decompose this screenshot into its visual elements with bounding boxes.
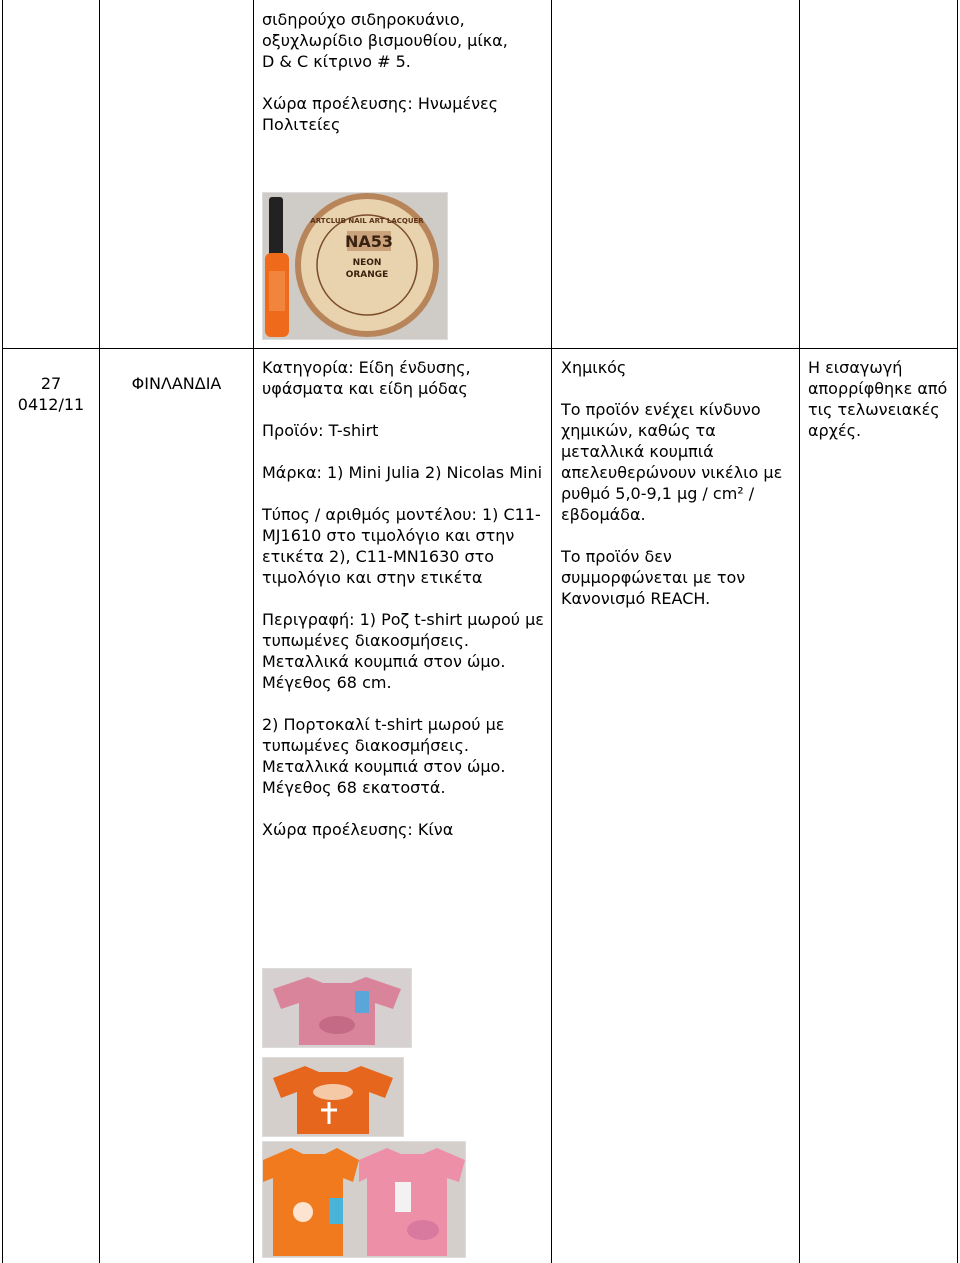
tshirt-pair-illustration <box>263 1142 465 1257</box>
product-category: Κατηγορία: Είδη ένδυσης, υφάσματα και είδη μόδας <box>262 358 471 398</box>
lid-label-neon: NEON <box>352 258 382 268</box>
record-number-cell <box>3 373 99 415</box>
row1-line-3: D & C κίτρινο # 5. <box>262 52 411 71</box>
product-description-2: 2) Πορτοκαλί t-shirt μωρού με τυπωμένες διακοσμήσεις. Μεταλλικά κουμπιά στον ώμο. Μέγεθος 68 εκατοστά. <box>262 715 506 797</box>
compliance-text: Το προϊόν δεν συμμορφώνεται με τον Κανονισμό REACH. <box>561 547 746 608</box>
lid-ring-text: ARTCLUB NAIL ART LACQUER <box>310 217 424 225</box>
country-name: ΦΙΝΛΑΝΔΙΑ <box>131 374 222 393</box>
product-model: Τύπος / αριθμός μοντέλου: 1) C11-MJ1610 στο τιμολόγιο και στην ετικέτα 2), C11-MN1630 στο τιμολόγιο και στην ετικέτα <box>262 505 541 587</box>
row1-origin: Χώρα προέλευσης: Ηνωμένες Πολιτείες <box>262 94 499 134</box>
lid-label-orange: ORANGE <box>345 270 389 280</box>
risk-type: Χημικός <box>561 358 627 377</box>
record-number: 27 <box>40 374 62 393</box>
column-divider-3 <box>551 0 552 1263</box>
table-border-left <box>2 0 3 1263</box>
product-name: Προϊόν: T-shirt <box>262 421 379 440</box>
orange-tshirt-illustration <box>263 1058 403 1136</box>
column-divider-4 <box>799 0 800 1263</box>
product-origin: Χώρα προέλευσης: Κίνα <box>262 820 454 839</box>
column-divider-2 <box>253 0 254 1263</box>
risk-text: Το προϊόν ενέχει κίνδυνο χημικών, καθώς τα μεταλλικά κουμπιά απελευθερώνουν νικέλιο με ρυθμό 5,0-9,1 μg / cm² / εβδομάδα. <box>561 400 783 524</box>
product-description-cell <box>262 357 547 840</box>
table-border-right <box>957 0 958 1263</box>
row1-line-1: σιδηρούχο σιδηροκυάνιο, <box>262 10 465 29</box>
row-divider <box>2 348 958 349</box>
pink-tshirt-photo <box>262 968 412 1048</box>
orange-tshirt-photo <box>262 1057 404 1137</box>
country-cell <box>100 373 253 394</box>
pink-tshirt-illustration <box>263 969 411 1047</box>
measures-text: Η εισαγωγή απορρίφθηκε από τις τελωνειακές αρχές. <box>808 358 948 440</box>
tshirt-pair-photo <box>262 1141 466 1258</box>
record-code: 0412/11 <box>17 395 85 414</box>
product-brand: Μάρκα: 1) Mini Julia 2) Nicolas Mini <box>262 463 543 482</box>
column-divider-1 <box>99 0 100 1263</box>
nail-polish-photo <box>262 192 448 340</box>
row1-line-2: οξυχλωρίδιο βισμουθίου, μίκα, <box>262 31 508 50</box>
product-description-1: Περιγραφή: 1) Ροζ t-shirt μωρού με τυπωμένες διακοσμήσεις. Μεταλλικά κουμπιά στον ώμο. Μέγεθος 68 cm. <box>262 610 544 692</box>
nail-polish-illustration <box>263 193 447 339</box>
lid-label-main: NA53 <box>344 232 394 251</box>
row1-description-cell <box>262 9 547 135</box>
measures-cell <box>808 357 954 441</box>
risk-cell <box>561 357 796 609</box>
